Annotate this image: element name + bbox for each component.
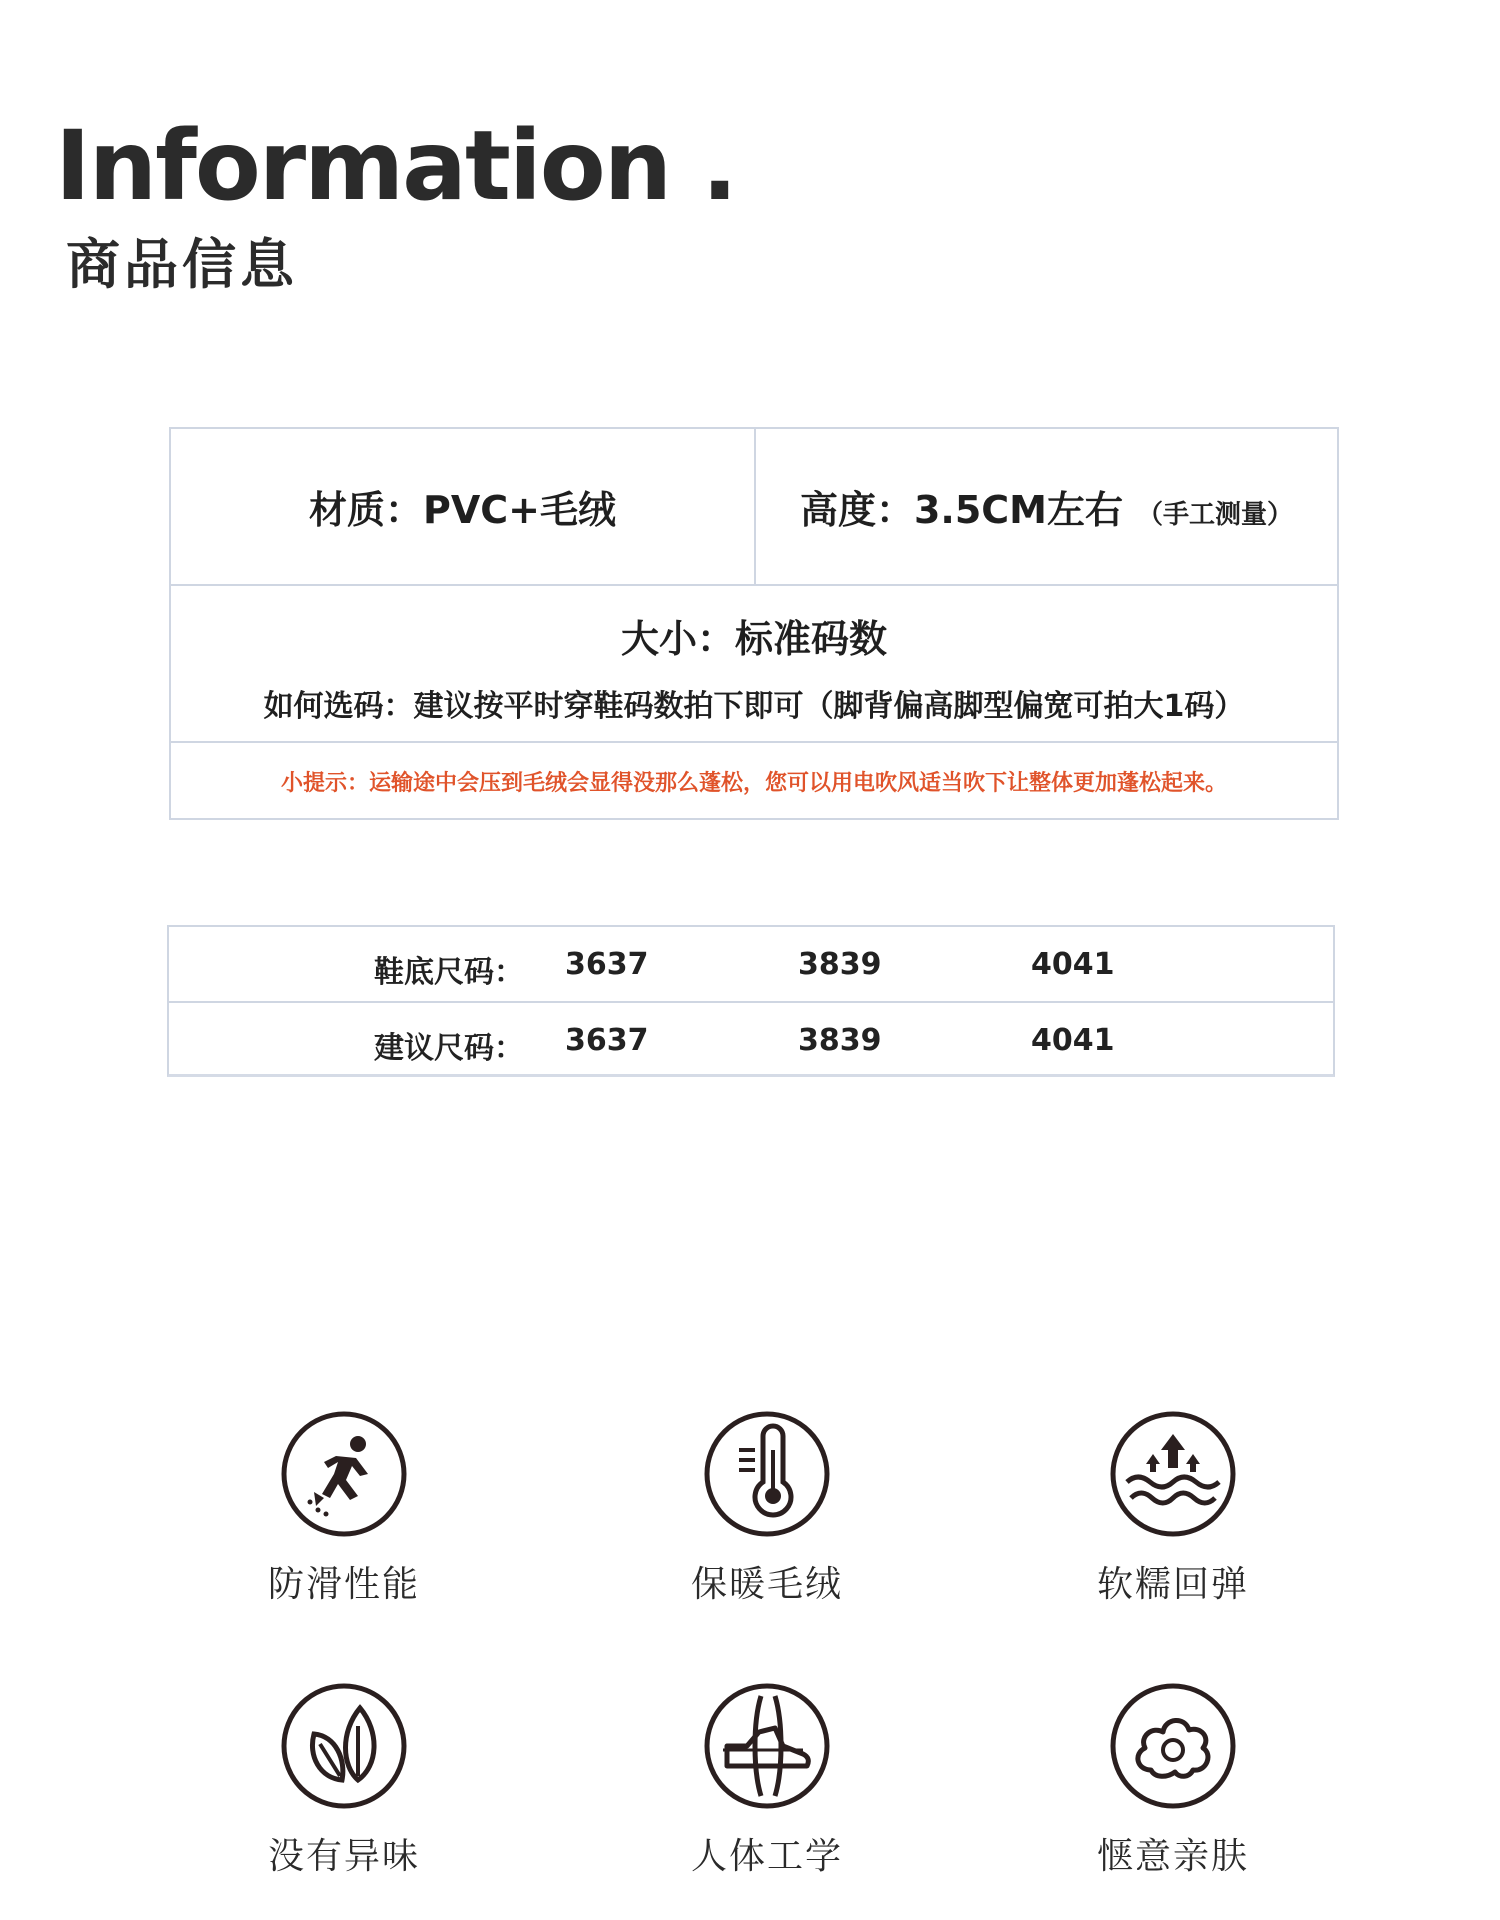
size-table (167, 925, 1335, 1077)
feature-soft-rebound (1073, 1410, 1273, 1607)
feature-warm-plush (667, 1410, 867, 1607)
size-text: 大小：标准码数 (620, 617, 887, 661)
anti-slip-icon (280, 1410, 408, 1538)
how-to-choose-text: 如何选码：建议按平时穿鞋码数拍下即可（脚背偏高脚型偏宽可拍大1码） (263, 689, 1245, 724)
size-value: 3637 (565, 1023, 649, 1058)
table-row (169, 927, 1333, 1001)
feature-label: 惬意亲肤 (1096, 1836, 1249, 1877)
height-cell (756, 429, 1337, 584)
leaf-icon (280, 1682, 408, 1810)
tip-cell (171, 743, 1337, 820)
material-text: 材质：PVC+毛绒 (309, 488, 616, 532)
row-label: 建议尺码： (374, 1031, 524, 1066)
feature-ergonomics (667, 1682, 867, 1879)
cloud-icon (1109, 1682, 1237, 1810)
height-text: 高度：3.5CM左右 (799, 488, 1123, 532)
size-cell (171, 586, 1337, 741)
material-cell (171, 429, 754, 584)
feature-label: 防滑性能 (267, 1564, 420, 1605)
size-value: 4041 (1031, 947, 1115, 982)
size-value: 3839 (798, 1023, 882, 1058)
table-row (169, 1003, 1333, 1077)
size-value: 3839 (798, 947, 882, 982)
feature-label: 软糯回弹 (1096, 1564, 1249, 1605)
feature-label: 人体工学 (690, 1836, 843, 1877)
row-label: 鞋底尺码： (374, 955, 524, 990)
thermometer-icon (703, 1410, 831, 1538)
size-value: 3637 (565, 947, 649, 982)
height-note: （手工测量） (1137, 500, 1294, 530)
feature-label: 保暖毛绒 (690, 1564, 843, 1605)
info-table (169, 427, 1339, 820)
tip-text: 小提示：运输途中会压到毛绒会显得没那么蓬松，您可以用电吹风适当吹下让整体更加蓬松起来。 (280, 771, 1227, 796)
ergonomic-shoe-icon (703, 1682, 831, 1810)
page-title: Information . (55, 110, 736, 222)
size-value: 4041 (1031, 1023, 1115, 1058)
feature-skin-friendly (1073, 1682, 1273, 1879)
feature-no-odor (244, 1682, 444, 1879)
feature-label: 没有异味 (267, 1836, 420, 1877)
rebound-icon (1109, 1410, 1237, 1538)
feature-anti-slip (244, 1410, 444, 1607)
page-subtitle: 商品信息 (66, 233, 298, 296)
